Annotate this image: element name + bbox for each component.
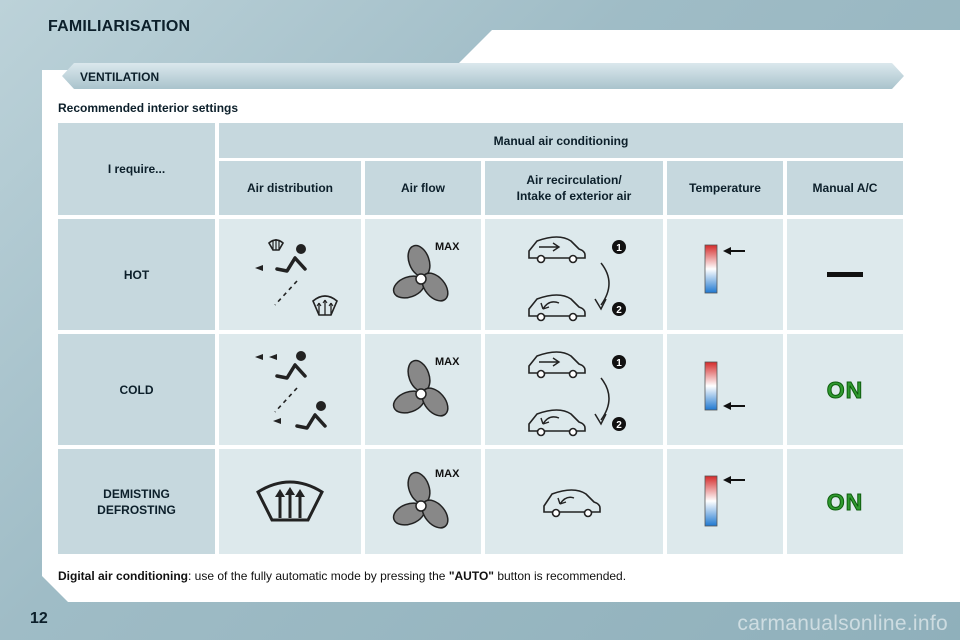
footer-note bbox=[58, 569, 626, 583]
column-header-distribution: Air distribution bbox=[219, 161, 361, 215]
max-label: MAX bbox=[435, 240, 460, 253]
column-header-recirculation: Air recirculation/ Intake of exterior air bbox=[485, 161, 663, 215]
car-exterior-intake-icon bbox=[534, 482, 614, 522]
feet-vent-icon bbox=[313, 296, 337, 315]
max-label: MAX bbox=[435, 467, 460, 480]
cold-manual-ac bbox=[787, 334, 903, 445]
step-1-label: 1 bbox=[616, 357, 622, 369]
column-header-temperature: Temperature bbox=[667, 161, 783, 215]
footer-lead: Digital air conditioning bbox=[58, 569, 188, 583]
column-header-airflow: Air flow bbox=[365, 161, 481, 215]
row-label-hot: HOT bbox=[58, 219, 215, 330]
car-recirculation-icon bbox=[529, 410, 585, 436]
recirculation-sequence-icon bbox=[509, 225, 639, 325]
fan-max-icon bbox=[383, 235, 463, 315]
temperature-scale-low-icon bbox=[695, 350, 755, 430]
windscreen-demist-icon bbox=[250, 472, 330, 532]
demisting-air-distribution bbox=[219, 449, 361, 554]
recirculation-sequence-icon bbox=[509, 340, 639, 440]
demisting-air-flow bbox=[365, 449, 481, 554]
footer-auto-key: "AUTO" bbox=[448, 569, 494, 583]
row-label-cold: COLD bbox=[58, 334, 215, 445]
table-caption: Recommended interior settings bbox=[58, 101, 239, 115]
hot-manual-ac bbox=[787, 219, 903, 330]
hot-temperature bbox=[667, 219, 783, 330]
screen-vent-icon bbox=[269, 239, 283, 250]
page-number: 12 bbox=[30, 610, 48, 627]
step-2-label: 2 bbox=[616, 304, 622, 316]
demisting-manual-ac bbox=[787, 449, 903, 554]
max-label: MAX bbox=[435, 355, 460, 368]
cold-temperature bbox=[667, 334, 783, 445]
footer-text-1: : use of the fully automatic mode by pressing the bbox=[188, 569, 449, 583]
car-recirculation-icon bbox=[529, 295, 585, 321]
car-exterior-intake-icon bbox=[529, 352, 585, 378]
section-title: VENTILATION bbox=[80, 70, 160, 84]
page-title: FAMILIARISATION bbox=[48, 18, 191, 35]
car-exterior-intake-icon bbox=[529, 237, 585, 263]
hot-air-distribution bbox=[219, 219, 361, 330]
fan-max-icon bbox=[383, 462, 463, 542]
hot-recirculation bbox=[485, 219, 663, 330]
section-banner bbox=[62, 63, 904, 89]
row-label-demisting: DEMISTING DEFROSTING bbox=[58, 449, 215, 554]
corner-header: I require... bbox=[58, 123, 215, 215]
ac-on-badge: ON bbox=[826, 376, 864, 403]
group-header: Manual air conditioning bbox=[219, 123, 903, 158]
distribution-face-feet-icon bbox=[235, 225, 345, 325]
cold-air-flow bbox=[365, 334, 481, 445]
cold-recirculation bbox=[485, 334, 663, 445]
footer-text-2: button is recommended. bbox=[493, 569, 627, 583]
fan-max-icon bbox=[383, 350, 463, 430]
demisting-recirculation bbox=[485, 449, 663, 554]
ac-on-badge: ON bbox=[826, 488, 864, 515]
cold-air-distribution bbox=[219, 334, 361, 445]
distribution-face-icon bbox=[235, 340, 345, 440]
temperature-scale-high-icon bbox=[695, 235, 755, 315]
step-1-label: 1 bbox=[616, 242, 622, 254]
hot-air-flow bbox=[365, 219, 481, 330]
demisting-temperature bbox=[667, 449, 783, 554]
step-2-label: 2 bbox=[616, 419, 622, 431]
ac-off-dash bbox=[827, 272, 863, 277]
watermark: carmanualsonline.info bbox=[737, 612, 948, 635]
temperature-scale-high-icon bbox=[695, 462, 755, 542]
column-header-manual-ac: Manual A/C bbox=[787, 161, 903, 215]
